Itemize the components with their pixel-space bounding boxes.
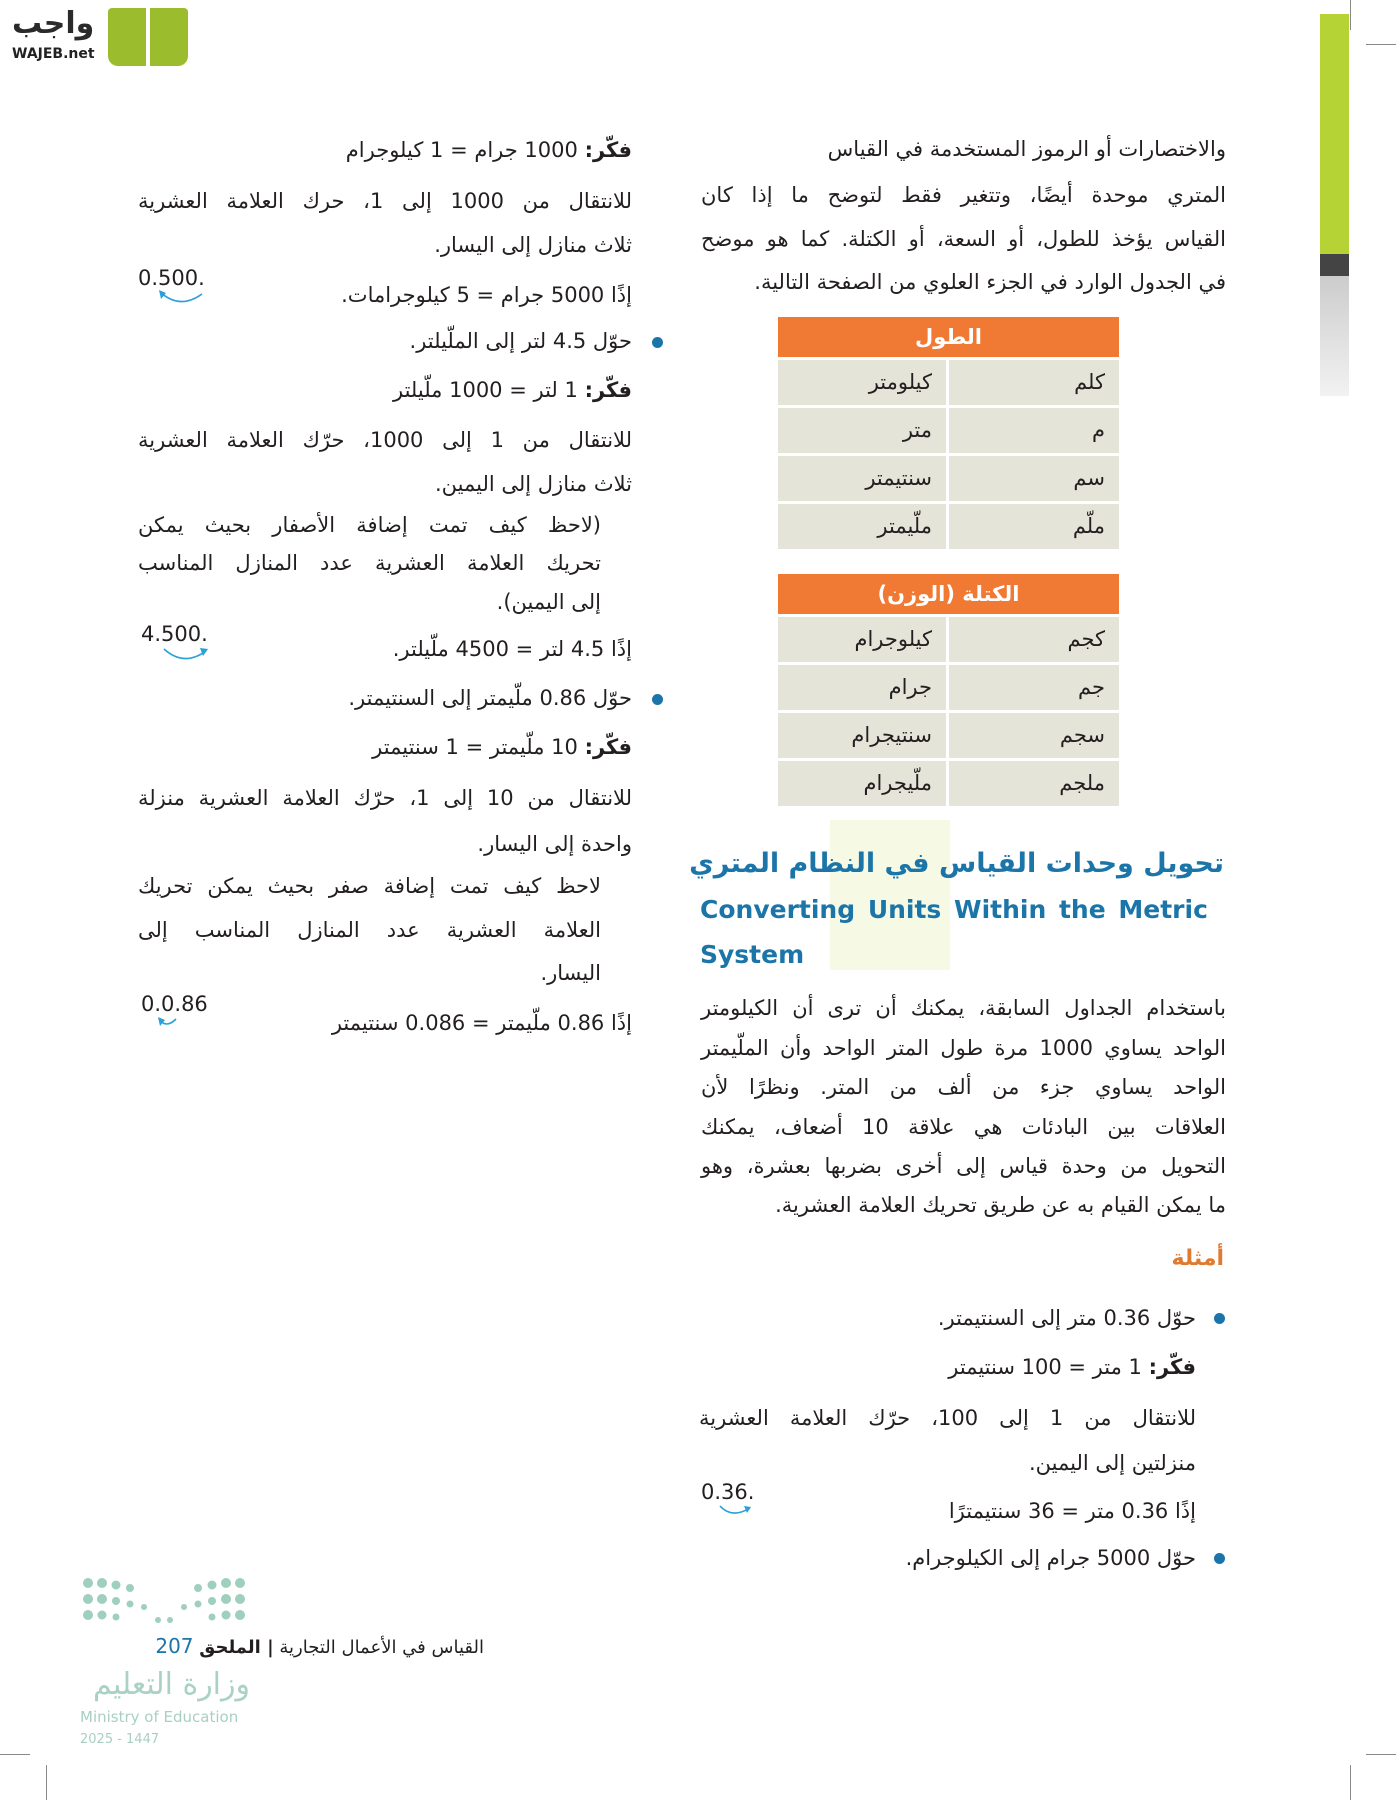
table-row: سم سنتيمتر — [778, 456, 1119, 504]
arrow-left-icon — [156, 1015, 180, 1031]
think-line: فكّر: 1000 جرام = 1 كيلوجرام — [345, 138, 632, 162]
explanation-line: ثلاث منازل إلى اليسار. — [434, 233, 632, 257]
ministry-dots-icon — [80, 1575, 250, 1625]
example-question: حوّل 0.36 متر إلى السنتيمتر. — [937, 1306, 1196, 1330]
decimal-shift: 0.500. — [138, 266, 205, 290]
table-row: جم جرام — [778, 665, 1119, 713]
decimal-shift: 0.0.86 — [141, 992, 208, 1016]
section-title-ar: تحويل وحدات القياس في النظام المتري — [689, 848, 1224, 879]
bullet-icon — [652, 694, 663, 705]
explanation-line: منزلتين إلى اليمين. — [1028, 1451, 1196, 1475]
crop-mark — [0, 1754, 30, 1755]
table-row: ملّم ملّيمتر — [778, 504, 1119, 552]
arrow-right-icon — [718, 1503, 754, 1519]
table-title: الكتلة (الوزن) — [778, 574, 1119, 617]
explanation-line: للانتقال من 1 إلى 1000، حرّك العلامة العشرية — [138, 428, 632, 452]
wajeb-logo — [8, 6, 188, 68]
note-line: اليسار. — [540, 961, 601, 985]
arrow-left-icon — [156, 288, 206, 308]
explanation-line: ثلاث منازل إلى اليمين. — [435, 472, 632, 496]
think-line: فكّر: 1 لتر = 1000 ملّيلتر — [393, 378, 632, 402]
note-line: لاحظ كيف تمت إضافة صفر بحيث يمكن تحريك — [138, 874, 601, 898]
think-line: فكّر: 10 ملّيمتر = 1 سنتيمتر — [372, 735, 632, 759]
length-table — [778, 317, 1119, 552]
decimal-shift: 0.36. — [701, 1480, 755, 1504]
book-title: القياس في الأعمال التجارية — [279, 1637, 484, 1658]
edge-tab-dark — [1320, 254, 1349, 276]
explanation-line: للانتقال من 10 إلى 1، حرّك العلامة العشرية منزلة — [138, 786, 632, 810]
intro-line: في الجدول الوارد في الجزء العلوي من الصفحة التالية. — [754, 270, 1226, 294]
book-icon — [108, 8, 188, 66]
edge-tab — [1320, 14, 1349, 264]
page-number: 207 — [155, 1634, 194, 1658]
table-row: ملجم ملّيجرام — [778, 761, 1119, 809]
crop-mark — [1350, 1765, 1351, 1800]
table-title: الطول — [778, 317, 1119, 360]
result-line: إذًا 0.36 متر = 36 سنتيمترًا — [948, 1499, 1196, 1523]
table-row: م متر — [778, 408, 1119, 456]
section-title-en: Converting Units Within the Metric — [700, 895, 1208, 924]
decimal-shift: 4.500. — [141, 622, 208, 646]
bullet-icon — [1214, 1553, 1225, 1564]
think-line: فكّر: 1 متر = 100 سنتيمتر — [948, 1355, 1196, 1379]
body-line: باستخدام الجداول السابقة، يمكنك أن ترى أن الكيلومتر — [701, 996, 1226, 1020]
arrow-right-icon — [160, 645, 210, 665]
bullet-icon — [1214, 1313, 1225, 1324]
ministry-year: 2025 - 1447 — [80, 1732, 160, 1747]
body-line: الواحد يساوي جزء من ألف من المتر. ونظرًا لأن — [701, 1075, 1226, 1099]
example-question: حوّل 4.5 لتر إلى الملّيلتر. — [409, 329, 632, 353]
crop-mark — [1366, 44, 1396, 45]
ministry-name-ar: وزارة التعليم — [92, 1667, 250, 1702]
footer-section: الملحق — [199, 1637, 261, 1658]
note-line: (لاحظ كيف تمت إضافة الأصفار بحيث يمكن — [138, 513, 601, 537]
examples-heading: أمثلة — [1171, 1246, 1224, 1271]
ministry-logo — [80, 1575, 250, 1775]
note-line: إلى اليمين). — [496, 590, 601, 614]
body-line: ما يمكن القيام به عن طريق تحريك العلامة العشرية. — [775, 1193, 1226, 1217]
ministry-name-en: Ministry of Education — [80, 1708, 239, 1726]
crop-mark — [46, 1765, 47, 1800]
crop-mark — [1366, 1754, 1396, 1755]
bullet-icon — [652, 337, 663, 348]
explanation-line: واحدة إلى اليسار. — [477, 832, 632, 856]
note-line: العلامة العشرية عدد المنازل المناسب إلى — [138, 918, 601, 942]
body-line: الواحد يساوي 1000 مرة طول المتر الواحد وأن الملّيمتر — [701, 1036, 1226, 1060]
edge-tab-grey — [1320, 276, 1349, 396]
explanation-line: للانتقال من 1000 إلى 1، حرك العلامة العشرية — [138, 189, 632, 213]
logo-sub: WAJEB.net — [12, 46, 95, 62]
logo-text: واجب — [12, 6, 95, 41]
section-title-en-2: System — [700, 940, 805, 969]
body-line: العلاقات بين البادئات هي علاقة 10 أضعاف، يمكنك — [701, 1115, 1226, 1139]
body-line: التحويل من وحدة قياس إلى أخرى بضربها بعشرة، وهو — [701, 1154, 1226, 1178]
result-line: إذًا 4.5 لتر = 4500 ملّيلتر. — [392, 637, 632, 661]
note-line: تحريك العلامة العشرية عدد المنازل المناسب — [138, 551, 601, 575]
intro-line: والاختصارات أو الرموز المستخدمة في القياس — [827, 137, 1226, 161]
result-line: إذًا 5000 جرام = 5 كيلوجرامات. — [341, 283, 632, 307]
table-row: سجم سنتيجرام — [778, 713, 1119, 761]
intro-line: القياس يؤخذ للطول، أو السعة، أو الكتلة. كما هو موضح — [701, 227, 1226, 251]
example-question: حوّل 5000 جرام إلى الكيلوجرام. — [905, 1546, 1196, 1570]
explanation-line: للانتقال من 1 إلى 100، حرّك العلامة العشرية — [699, 1406, 1196, 1430]
page-footer: القياس في الأعمال التجارية | الملحق 207 — [155, 1634, 484, 1658]
table-row: كلم كيلومتر — [778, 360, 1119, 408]
mass-table — [778, 574, 1119, 809]
example-question: حوّل 0.86 ملّيمتر إلى السنتيمتر. — [348, 686, 632, 710]
result-line: إذًا 0.86 ملّيمتر = 0.086 سنتيمتر — [331, 1011, 632, 1035]
crop-mark — [1350, 0, 1351, 30]
intro-line: المتري موحدة أيضًا، وتتغير فقط لتوضح ما إذا كان — [701, 183, 1226, 207]
table-row: كجم كيلوجرام — [778, 617, 1119, 665]
